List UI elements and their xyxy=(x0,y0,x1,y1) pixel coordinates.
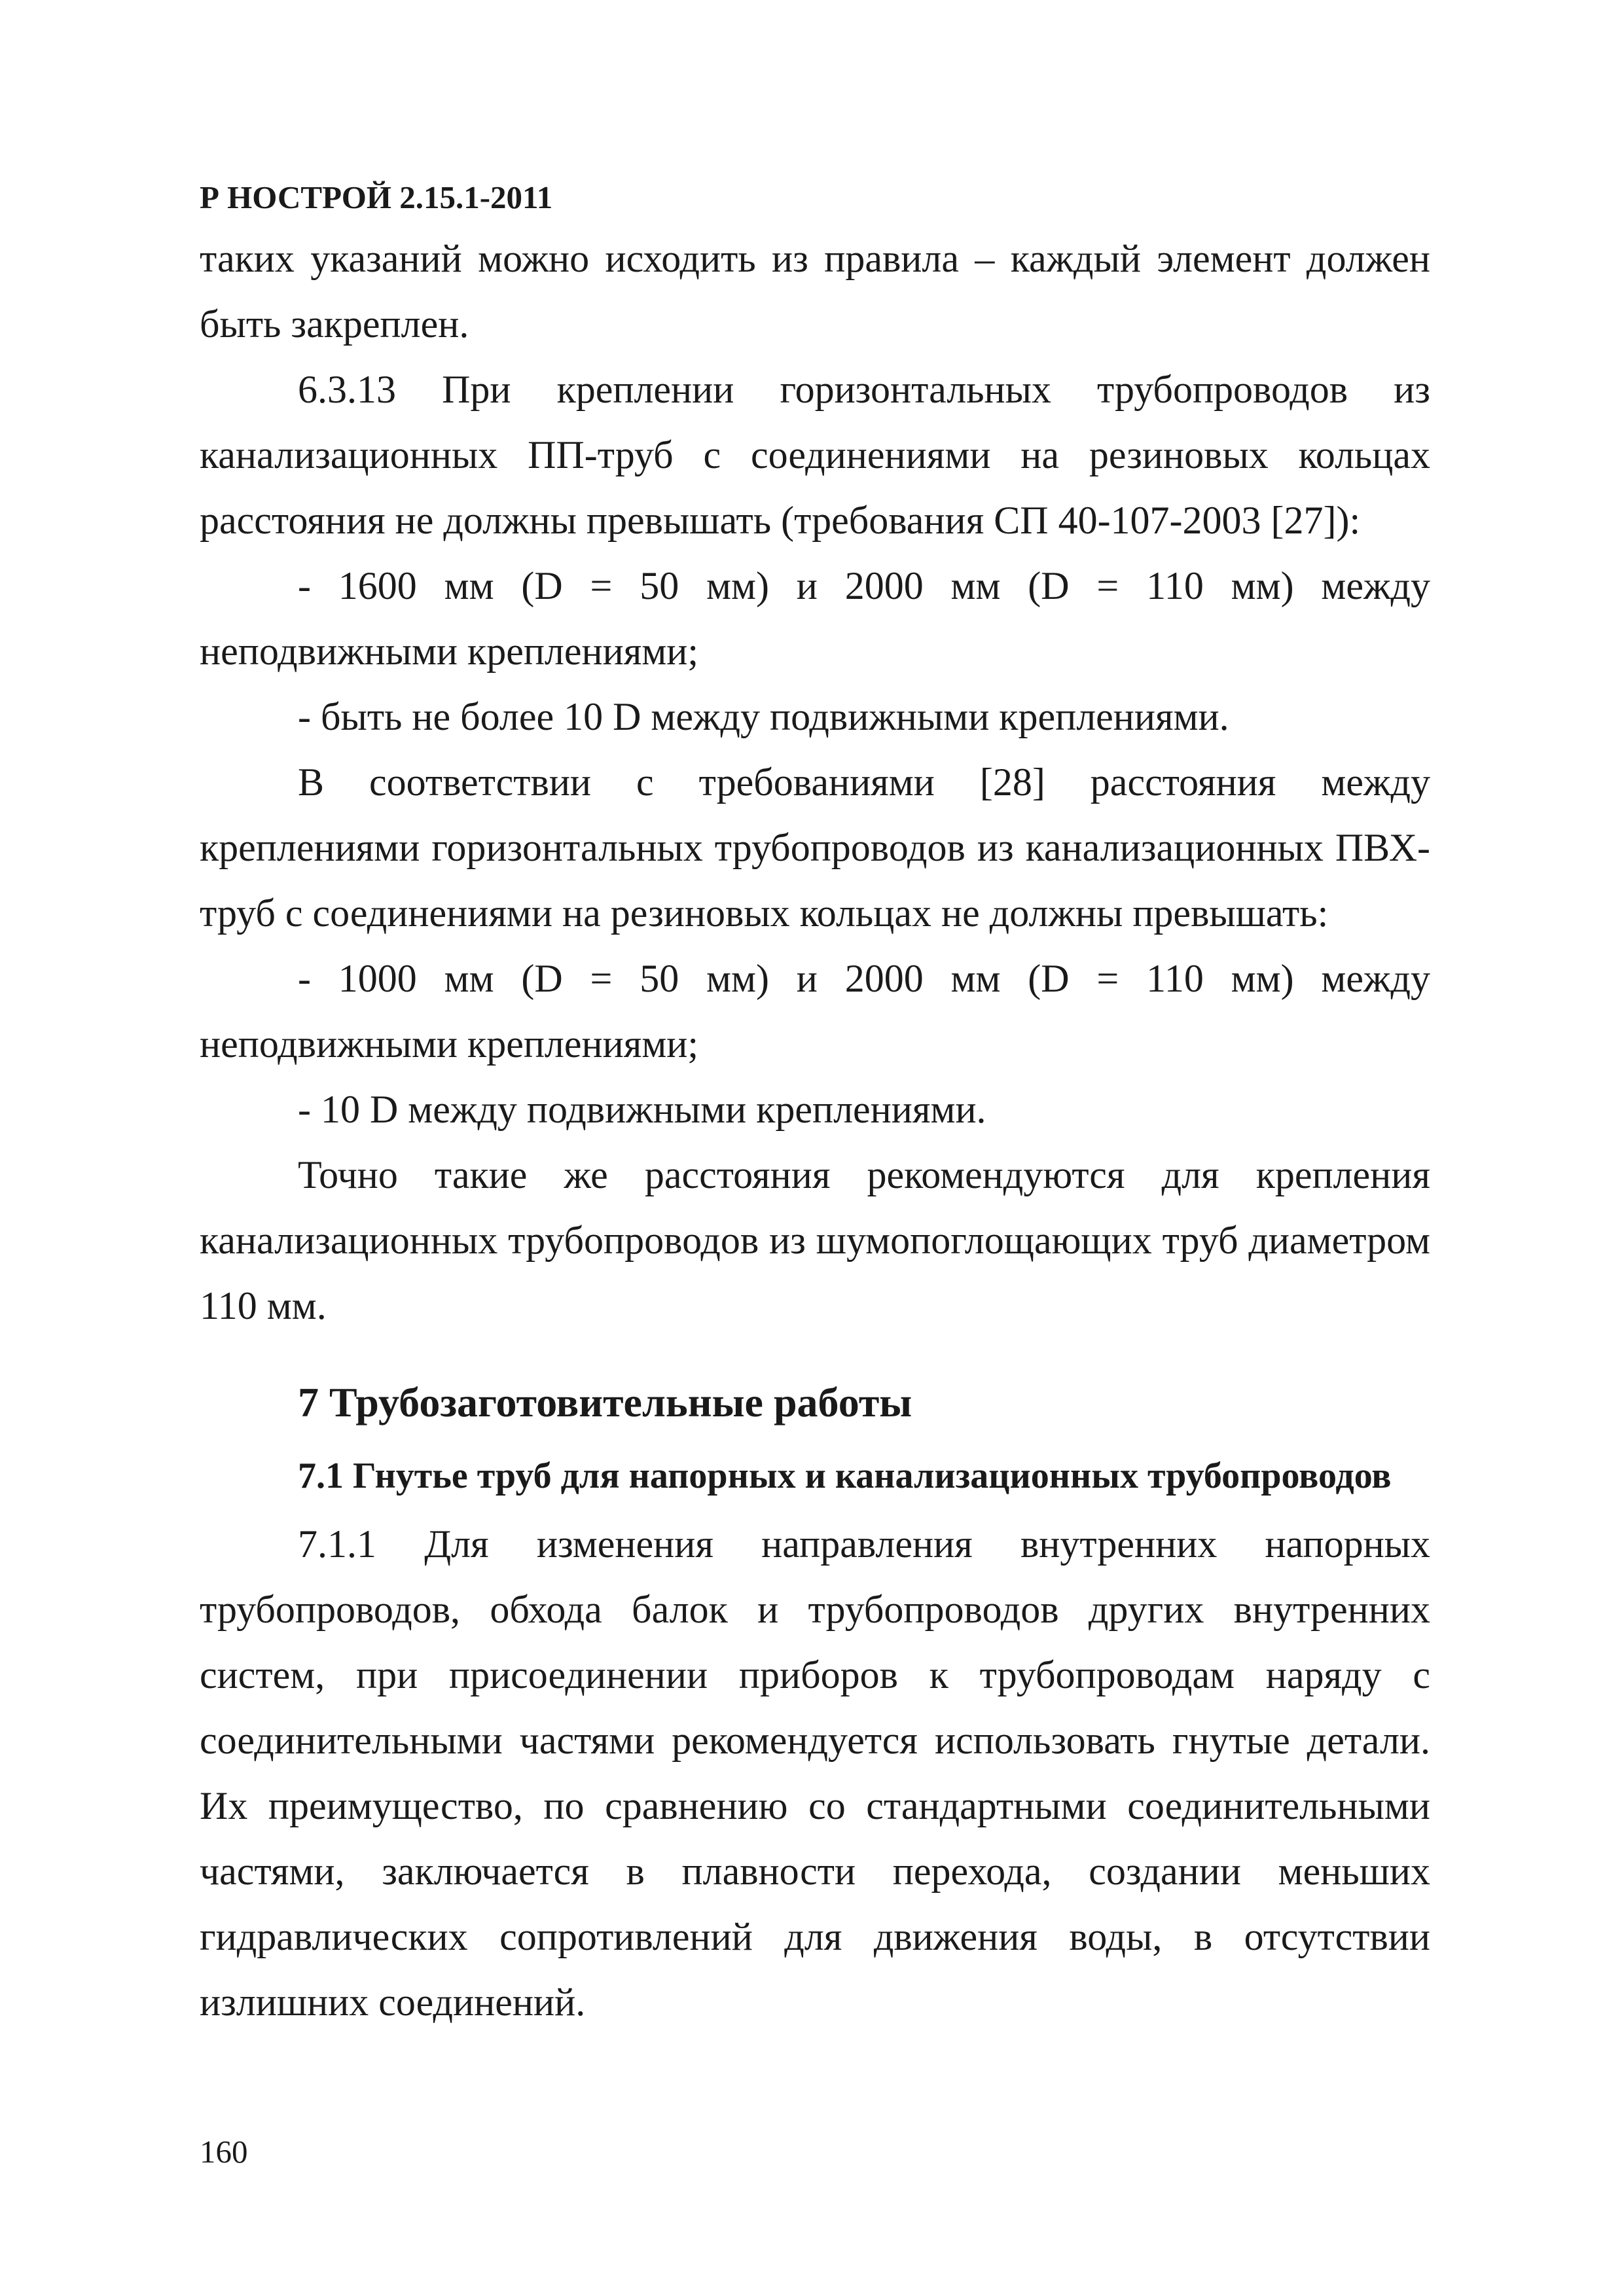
paragraph-noise-absorbing: Точно такие же расстояния рекомендуются для крепления канализационных трубопроводов из шумопоглощающих труб диаметром 110 мм. xyxy=(200,1153,1430,1327)
paragraph-pvc-requirements: В соответствии с требованиями [28] расстояния между креплениями горизонтальных трубопроводов из канализационных ПВХ-труб с соединениями на резиновых кольцах не должны превышать: xyxy=(200,761,1430,935)
spacer xyxy=(200,1435,1430,1443)
subsection-heading-7-1: 7.1 Гнутье труб для напорных и канализационных трубопроводов xyxy=(298,1456,1392,1496)
paragraph-continuation: таких указаний можно исходить из правила – каждый элемент должен быть закреплен. xyxy=(200,237,1430,346)
list-item-sliding-pp: - быть не более 10 D между подвижными креплениями. xyxy=(298,695,1229,738)
running-header: Р НОСТРОЙ 2.15.1-2011 xyxy=(200,179,553,215)
page-body xyxy=(200,226,1430,2035)
page-number: 160 xyxy=(200,2134,248,2170)
list-item-fixed-pvc: - 1000 мм (D = 50 мм) и 2000 мм (D = 110 мм) между неподвижными креплениями; xyxy=(200,957,1430,1066)
paragraph-6-3-13: 6.3.13 При креплении горизонтальных трубопроводов из канализационных ПП-труб с соединениями на резиновых кольцах расстояния не должны превышать (требования СП 40-107-2003 [27]): xyxy=(200,368,1430,542)
list-item-sliding-pvc: - 10 D между подвижными креплениями. xyxy=(298,1088,986,1131)
spacer xyxy=(200,1338,1430,1370)
list-item-fixed-pp: - 1600 мм (D = 50 мм) и 2000 мм (D = 110 мм) между неподвижными креплениями; xyxy=(200,564,1430,673)
paragraph-7-1-1: 7.1.1 Для изменения направления внутренних напорных трубопроводов, обхода балок и трубопроводов других внутренних систем, при присоединении приборов к трубопроводам наряду с соединительными частями рекомендуется использовать гнутые детали. Их преимущество, по сравнению со стандартными соединительными частями, заключается в плавности перехода, создании меньших гидравлических сопротивлений для движения воды, в отсутствии излишних соединений. xyxy=(200,1522,1430,2024)
section-heading-7: 7 Трубозаготовительные работы xyxy=(298,1379,912,1426)
